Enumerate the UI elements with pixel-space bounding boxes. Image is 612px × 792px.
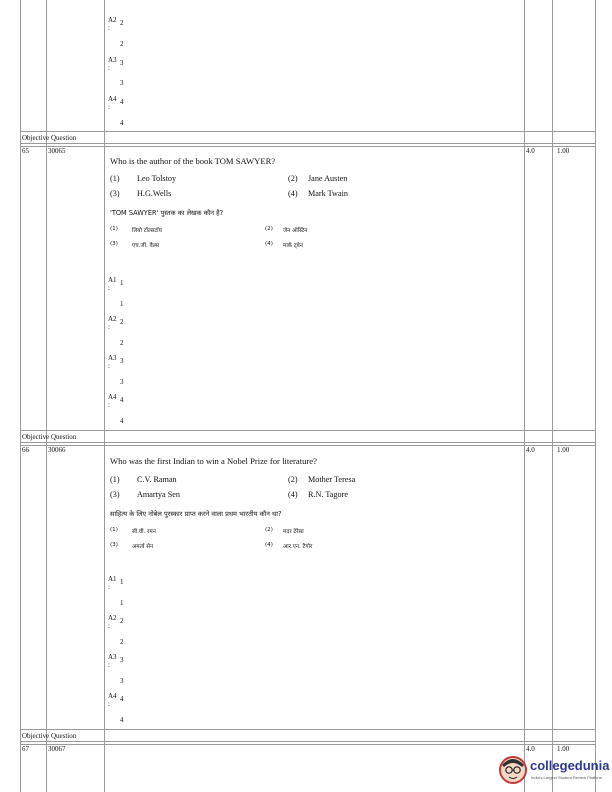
option-text: Jane Austen bbox=[308, 174, 348, 183]
option-text: H.G.Wells bbox=[137, 189, 172, 198]
question-id: 30065 bbox=[48, 147, 66, 155]
option-text: Leo Tolstoy bbox=[137, 174, 177, 183]
question-number: 66 bbox=[22, 446, 29, 454]
option-text: एच.जी. वैल्स bbox=[132, 243, 160, 249]
option-text: लियो टॉल्सटॉय bbox=[132, 228, 162, 234]
question-text-hi: साहित्य के लिए नोबेल पुरस्कार प्राप्त करने वाला प्रथम भारतीय कौन था? bbox=[110, 510, 282, 518]
answer-num: 4 bbox=[120, 396, 124, 404]
question-marks: 4.0 bbox=[526, 745, 535, 753]
answer-colon: : bbox=[108, 24, 110, 32]
option-number: (1) bbox=[110, 174, 120, 183]
question-negative-marks: 1.00 bbox=[557, 745, 570, 753]
answer-value: 1 bbox=[120, 300, 124, 308]
answer-label: A4 bbox=[108, 95, 117, 103]
option-number: (4) bbox=[288, 490, 298, 499]
option-text: मार्क ट्वेन bbox=[283, 243, 303, 249]
answer-value: 4 bbox=[120, 119, 124, 127]
logo-tagline: India's Largest Student Review Platform bbox=[531, 775, 603, 780]
answer-label: A4 bbox=[108, 393, 117, 401]
answer-num: 3 bbox=[120, 656, 124, 664]
answer-value: 2 bbox=[120, 339, 124, 347]
answer-colon: : bbox=[108, 323, 110, 331]
question-negative-marks: 1.00 bbox=[557, 446, 570, 454]
question-negative-marks: 1.00 bbox=[557, 147, 570, 155]
question-marks: 4.0 bbox=[526, 147, 535, 155]
section-label: Objective Question bbox=[22, 732, 77, 740]
answer-colon: : bbox=[108, 64, 110, 72]
question-number: 67 bbox=[22, 745, 29, 753]
answer-value: 4 bbox=[120, 716, 124, 724]
answer-value: 3 bbox=[120, 79, 124, 87]
answer-value: 3 bbox=[120, 378, 124, 386]
answer-value: 3 bbox=[120, 677, 124, 685]
option-number: (2) bbox=[288, 475, 298, 484]
answer-label: A3 bbox=[108, 56, 117, 64]
option-text: आर.एन. टैगोर bbox=[283, 544, 313, 550]
answer-label: A3 bbox=[108, 653, 117, 661]
question-text-en: Who was the first Indian to win a Nobel Prize for literature? bbox=[110, 456, 317, 466]
option-text: C.V. Raman bbox=[137, 475, 177, 484]
question-id: 30066 bbox=[48, 446, 66, 454]
option-number: (3) bbox=[110, 542, 118, 548]
collegedunia-logo bbox=[498, 755, 612, 785]
answer-colon: : bbox=[108, 583, 110, 591]
option-number: (3) bbox=[110, 241, 118, 247]
option-text: जेन ऑस्टिन bbox=[283, 228, 308, 234]
option-number: (2) bbox=[265, 226, 273, 232]
answer-num: 4 bbox=[120, 98, 124, 106]
answer-colon: : bbox=[108, 622, 110, 630]
mascot-icon bbox=[498, 755, 528, 785]
answer-label: A1 bbox=[108, 575, 117, 583]
option-text: मदर टेरेसा bbox=[283, 529, 304, 535]
answer-label: A2 bbox=[108, 614, 117, 622]
option-number: (1) bbox=[110, 226, 118, 232]
answer-colon: : bbox=[108, 284, 110, 292]
answer-num: 4 bbox=[120, 695, 124, 703]
answer-label: A2 bbox=[108, 16, 117, 24]
question-number: 65 bbox=[22, 147, 29, 155]
answer-colon: : bbox=[108, 362, 110, 370]
option-number: (4) bbox=[288, 189, 298, 198]
answer-value: 2 bbox=[120, 40, 124, 48]
option-number: (2) bbox=[288, 174, 298, 183]
question-id: 30067 bbox=[48, 745, 66, 753]
answer-num: 1 bbox=[120, 578, 124, 586]
option-text: सी.वी. रमन bbox=[132, 529, 156, 535]
answer-label: A4 bbox=[108, 692, 117, 700]
option-number: (1) bbox=[110, 527, 118, 533]
answer-colon: : bbox=[108, 103, 110, 111]
answer-label: A2 bbox=[108, 315, 117, 323]
option-number: (1) bbox=[110, 475, 120, 484]
answer-label: A3 bbox=[108, 354, 117, 362]
option-number: (4) bbox=[265, 241, 273, 247]
section-label: Objective Question bbox=[22, 433, 77, 441]
answer-colon: : bbox=[108, 700, 110, 708]
answer-num: 3 bbox=[120, 59, 124, 67]
answer-value: 2 bbox=[120, 638, 124, 646]
logo-wordmark: collegedunia bbox=[530, 758, 610, 773]
answer-value: 4 bbox=[120, 417, 124, 425]
option-number: (4) bbox=[265, 542, 273, 548]
question-marks: 4.0 bbox=[526, 446, 535, 454]
answer-num: 3 bbox=[120, 357, 124, 365]
question-text-hi: 'TOM SAWYER' पुस्तक का लेखक कौन है? bbox=[110, 209, 224, 217]
option-text: Mark Twain bbox=[308, 189, 348, 198]
answer-num: 1 bbox=[120, 279, 124, 287]
option-text: अमर्त्य सेन bbox=[132, 544, 154, 550]
question-text-en: Who is the author of the book TOM SAWYER? bbox=[110, 156, 276, 166]
option-text: R.N. Tagore bbox=[308, 490, 348, 499]
answer-colon: : bbox=[108, 401, 110, 409]
option-number: (2) bbox=[265, 527, 273, 533]
option-number: (3) bbox=[110, 490, 120, 499]
answer-colon: : bbox=[108, 661, 110, 669]
option-number: (3) bbox=[110, 189, 120, 198]
answer-value: 1 bbox=[120, 599, 124, 607]
option-text: Amartya Sen bbox=[137, 490, 180, 499]
answer-num: 2 bbox=[120, 318, 124, 326]
answer-num: 2 bbox=[120, 19, 124, 27]
option-text: Mother Teresa bbox=[308, 475, 356, 484]
answer-label: A1 bbox=[108, 276, 117, 284]
section-label: Objective Question bbox=[22, 134, 77, 142]
answer-num: 2 bbox=[120, 617, 124, 625]
